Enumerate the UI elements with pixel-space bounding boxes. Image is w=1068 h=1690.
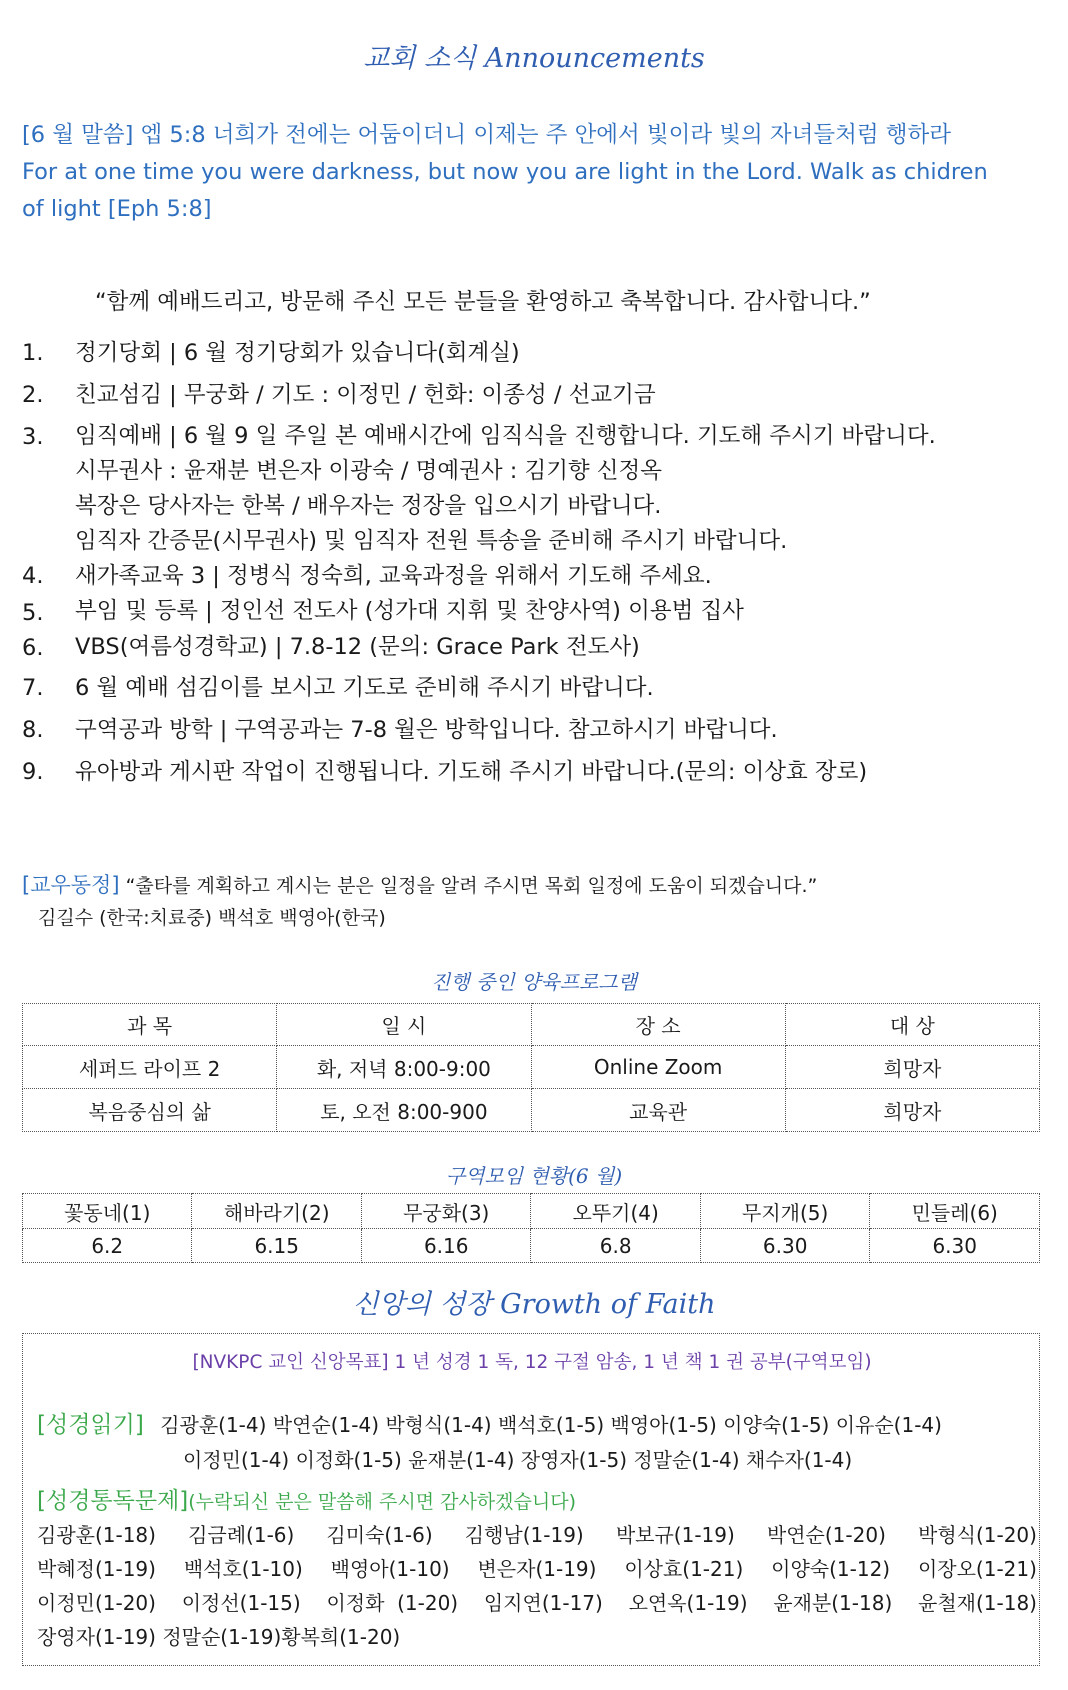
friends-news <box>22 869 817 899</box>
quiz-entry: 윤재분(1-18) <box>773 1591 893 1615</box>
quiz-entry: 백영아(1-10) <box>330 1557 450 1581</box>
announcement-item <box>22 753 1042 791</box>
item-text: 부임 및 등록 | 정인선 전도사 (성가대 지휘 및 찬양사역) 이용범 집사 <box>75 598 744 624</box>
table-cell: 화, 저녁 8:00-9:00 <box>277 1046 531 1089</box>
table-cell: 복음중심의 삶 <box>23 1089 277 1132</box>
list-item <box>37 1518 1037 1552</box>
table-header: 해바라기(2) <box>192 1194 361 1229</box>
friends-news-names: 김길수 (한국:치료중) 백석호 백영아(한국) <box>38 907 386 929</box>
table-row <box>23 1229 1040 1263</box>
item-number: 5. <box>22 600 44 626</box>
growth-box <box>22 1333 1040 1666</box>
quiz-entry: 박형식(1-20) <box>918 1523 1037 1547</box>
groups-title: 구역모임 현황(6 월) <box>445 1164 623 1188</box>
quiz-entry: 장영자(1-19) 정말순(1-19)황복희(1-20) <box>37 1625 401 1649</box>
quiz-entry: 박연순(1-20) <box>766 1523 886 1547</box>
table-cell: 6.30 <box>700 1229 869 1263</box>
bible-quiz <box>37 1482 576 1515</box>
quiz-entry: 변은자(1-19) <box>477 1557 597 1581</box>
groups-table <box>22 1193 1040 1263</box>
table-header: 꽃동네(1) <box>23 1194 192 1229</box>
quiz-entry: 이양숙(1-12) <box>771 1557 891 1581</box>
table-cell: 교육관 <box>531 1089 785 1132</box>
table-header: 대 상 <box>785 1004 1039 1046</box>
bible-quiz-tag: [성경통독문제] <box>37 1488 189 1514</box>
quiz-entry: 박혜정(1-19) <box>37 1557 156 1581</box>
quiz-entry: 김광훈(1-18) <box>37 1523 156 1547</box>
bible-reading <box>37 1406 942 1439</box>
verse-korean: [6 월 말씀] 엡 5:8 너희가 전에는 어둠이더니 이제는 주 안에서 빛이라 빛의 자녀들처럼 행하라 <box>22 122 951 148</box>
item-number: 4. <box>22 563 44 589</box>
table-header: 무궁화(3) <box>361 1194 530 1229</box>
table-cell: 6.8 <box>531 1229 700 1263</box>
item-subtext: 임직자 간증문(시무권사) 및 임직자 전원 특송을 준비해 주시기 바랍니다. <box>75 528 788 554</box>
item-text: VBS(여름성경학교) | 7.8-12 (문의: Grace Park 전도사) <box>75 634 640 660</box>
bible-reading-line: 김광훈(1-4) 박연순(1-4) 박형식(1-4) 백석호(1-5) 백영아(1-5) 이양숙(1-5) 이유순(1-4) <box>160 1413 942 1437</box>
friends-news-tag: [교우동정] <box>22 873 120 897</box>
item-subtext: 복장은 당사자는 한복 / 배우자는 정장을 입으시기 바랍니다. <box>75 493 662 519</box>
table-header-row <box>23 1004 1040 1046</box>
list-item <box>37 1552 1037 1586</box>
growth-title: 신앙의 성장 Growth of Faith <box>352 1289 716 1320</box>
quiz-entry: 오연옥(1-19) <box>628 1591 748 1615</box>
quiz-entry: 김행남(1-19) <box>464 1523 584 1547</box>
announcement-item <box>22 669 1042 707</box>
table-header: 과 목 <box>23 1004 277 1046</box>
announcement-item <box>22 629 1042 665</box>
item-number: 8. <box>22 717 44 743</box>
item-subtext: 시무권사 : 윤재분 변은자 이광숙 / 명예권사 : 김기향 신정옥 <box>75 458 663 484</box>
quiz-entry: 백석호(1-10) <box>183 1557 303 1581</box>
item-number: 1. <box>22 340 44 366</box>
table-cell: 토, 오전 8:00-900 <box>277 1089 531 1132</box>
faith-goal: [NVKPC 교인 신앙목표] 1 년 성경 1 독, 12 구절 암송, 1 년 책 1 권 공부(구역모임) <box>192 1352 872 1373</box>
quiz-entry: 김미숙(1-6) <box>326 1523 433 1547</box>
table-header-row <box>23 1194 1040 1229</box>
page-title: 교회 소식 Announcements <box>363 43 705 74</box>
quiz-entry: 윤철재(1-18) <box>918 1591 1037 1615</box>
item-number: 9. <box>22 759 44 785</box>
announcement-item <box>22 334 1042 372</box>
verse-english-line-1: For at one time you were darkness, but now you are light in the Lord. Walk as chidren <box>22 159 988 185</box>
item-number: 3. <box>22 424 44 450</box>
bible-quiz-list <box>37 1518 1037 1654</box>
table-header: 일 시 <box>277 1004 531 1046</box>
programs-title: 진행 중인 양육프로그램 <box>431 970 637 994</box>
friends-news-text: “출타를 계획하고 계시는 분은 일정을 알려 주시면 목회 일정에 도움이 되겠습니다.” <box>125 875 818 897</box>
welcome-message: “함께 예배드리고, 방문해 주신 모든 분들을 환영하고 축복합니다. 감사합니다.” <box>95 289 871 315</box>
announcement-item <box>22 711 1042 749</box>
table-cell: 희망자 <box>785 1046 1039 1089</box>
quiz-entry: 김금례(1-6) <box>188 1523 295 1547</box>
quiz-entry: 이정화 (1-20) <box>326 1591 459 1615</box>
table-cell: 6.16 <box>361 1229 530 1263</box>
table-cell: 6.2 <box>23 1229 192 1263</box>
item-text: 정기당회 | 6 월 정기당회가 있습니다(회계실) <box>75 340 520 366</box>
table-cell: Online Zoom <box>531 1046 785 1089</box>
programs-table <box>22 1003 1040 1132</box>
table-header: 오뚜기(4) <box>531 1194 700 1229</box>
bible-quiz-note: (누락되신 분은 말씀해 주시면 감사하겠습니다) <box>188 1491 576 1513</box>
announcement-item <box>22 594 1042 629</box>
announcement-item <box>22 559 1042 594</box>
item-number: 2. <box>22 382 44 408</box>
table-header: 무지개(5) <box>700 1194 869 1229</box>
table-cell: 6.30 <box>870 1229 1040 1263</box>
list-item <box>37 1586 1037 1620</box>
item-text: 새가족교육 3 | 정병식 정숙희, 교육과정을 위해서 기도해 주세요. <box>75 563 712 589</box>
announcement-list <box>22 334 1042 791</box>
table-cell: 희망자 <box>785 1089 1039 1132</box>
item-text: 6 월 예배 섬김이를 보시고 기도로 준비해 주시기 바랍니다. <box>75 675 654 701</box>
verse-english-line-2: of light [Eph 5:8] <box>22 196 212 222</box>
table-header: 장 소 <box>531 1004 785 1046</box>
quiz-entry: 이장오(1-21) <box>917 1557 1037 1581</box>
bible-reading-line: 이정민(1-4) 이정화(1-5) 윤재분(1-4) 장영자(1-5) 정말순(1-4) 채수자(1-4) <box>183 1448 853 1472</box>
quiz-entry: 박보규(1-19) <box>615 1523 735 1547</box>
announcement-item <box>22 418 1042 559</box>
quiz-entry: 이정민(1-20) <box>37 1591 156 1615</box>
table-row <box>23 1046 1040 1089</box>
table-row <box>23 1089 1040 1132</box>
item-text: 유아방과 게시판 작업이 진행됩니다. 기도해 주시기 바랍니다.(문의: 이상효 장로) <box>75 759 868 785</box>
item-number: 7. <box>22 675 44 701</box>
item-text: 친교섬김 | 무궁화 / 기도 : 이정민 / 헌화: 이종성 / 선교기금 <box>75 382 656 408</box>
list-item <box>37 1620 1037 1654</box>
announcement-item <box>22 376 1042 414</box>
table-cell: 세퍼드 라이프 2 <box>23 1046 277 1089</box>
item-text: 임직예배 | 6 월 9 일 주일 본 예배시간에 임직식을 진행합니다. 기도해 주시기 바랍니다. <box>75 423 936 449</box>
table-cell: 6.15 <box>192 1229 361 1263</box>
item-number: 6. <box>22 635 44 661</box>
quiz-entry: 임지연(1-17) <box>483 1591 603 1615</box>
item-text: 구역공과 방학 | 구역공과는 7-8 월은 방학입니다. 참고하시기 바랍니다. <box>75 717 778 743</box>
table-header: 민들레(6) <box>870 1194 1040 1229</box>
bible-reading-tag: [성경읽기] <box>37 1412 144 1438</box>
quiz-entry: 이정선(1-15) <box>181 1591 301 1615</box>
quiz-entry: 이상효(1-21) <box>624 1557 744 1581</box>
